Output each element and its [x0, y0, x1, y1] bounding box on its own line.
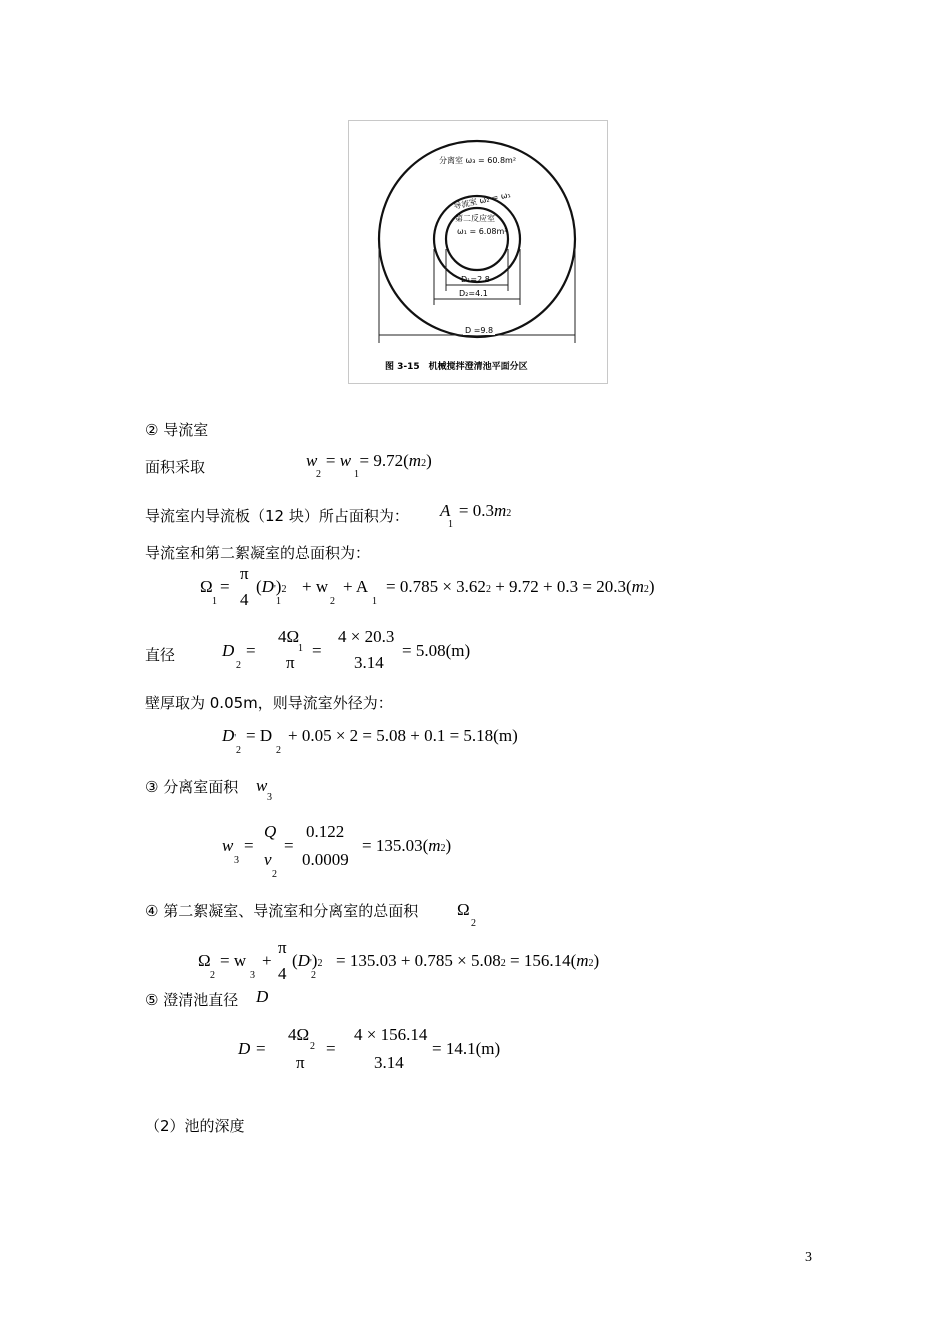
- equation-w2: w = w = 9.72(m2) 2 1: [306, 451, 432, 480]
- section-4-heading: ④ 第二絮凝室、导流室和分离室的总面积: [145, 902, 419, 920]
- equation-omega1: Ω 1 = π 4 (D')2 1 + w 2 + A 1 = 0.785 × 3.622 + 9.72 + 0.3 = 20.3(m2): [200, 564, 655, 609]
- equation-d2: D 2 = 4Ω π 1 = 4 × 20.3 3.14 = 5.08(m): [222, 627, 471, 672]
- label-reaction-area: ω₁ = 6.08m²: [457, 227, 508, 236]
- section-3-heading: ③ 分离室面积: [145, 778, 239, 796]
- label-d1: D₁=2.8: [461, 275, 490, 284]
- plate-area-text: 导流室内导流板（12 块）所占面积为：: [145, 507, 409, 525]
- equation-w3: w 3 = Q v 2 = 0.122 0.0009 = 135.03(m2): [222, 822, 452, 880]
- section-depth-heading: （2）池的深度: [145, 1117, 245, 1135]
- label-d: D =9.8: [465, 326, 494, 335]
- section-4-heading-wrap: ④ 第二絮凝室、导流室和分离室的总面积 Ω 2: [145, 900, 476, 929]
- label-d2: D₂=4.1: [459, 289, 488, 298]
- page-number: 3: [805, 1250, 812, 1265]
- section-3-heading-wrap: ③ 分离室面积 w 3: [145, 776, 272, 803]
- section-5-heading: ⑤ 澄清池直径: [145, 991, 239, 1009]
- section-5-heading-wrap: ⑤ 澄清池直径 D: [145, 987, 269, 1009]
- equation-d: D = 4Ω π 2 = 4 × 156.14 3.14 = 14.1(m): [238, 1025, 501, 1072]
- equation-d2-outer: D' 2 = D 2 + 0.05 × 2 = 5.08 + 0.1 = 5.18(m): [222, 726, 518, 756]
- equation-a1: A = 0.3m2 1: [440, 501, 512, 530]
- diameter-label: 直径: [145, 646, 176, 664]
- label-second-reaction-chamber: 第二反应室: [455, 214, 495, 223]
- label-guide-chamber: 导流室 ω₂ = ω₁: [452, 190, 512, 211]
- area-label: 面积采取: [145, 458, 206, 476]
- figure-caption: 图 3-15 机械搅拌澄清池平面分区: [385, 362, 528, 372]
- total-area-text: 导流室和第二絮凝室的总面积为：: [145, 544, 371, 562]
- wall-thickness-text: 壁厚取为 0.05m，则导流室外径为：: [145, 694, 393, 712]
- section-2-heading: ② 导流室: [145, 421, 209, 439]
- label-separation-chamber: 分离室 ω₃ = 60.8m²: [439, 156, 517, 165]
- figure-clarifier-plan: [348, 120, 608, 384]
- equation-omega2: Ω 2 = w 3 + π 4 (D')2 2 = 135.03 + 0.785 × 5.082 = 156.14(m2): [198, 938, 600, 983]
